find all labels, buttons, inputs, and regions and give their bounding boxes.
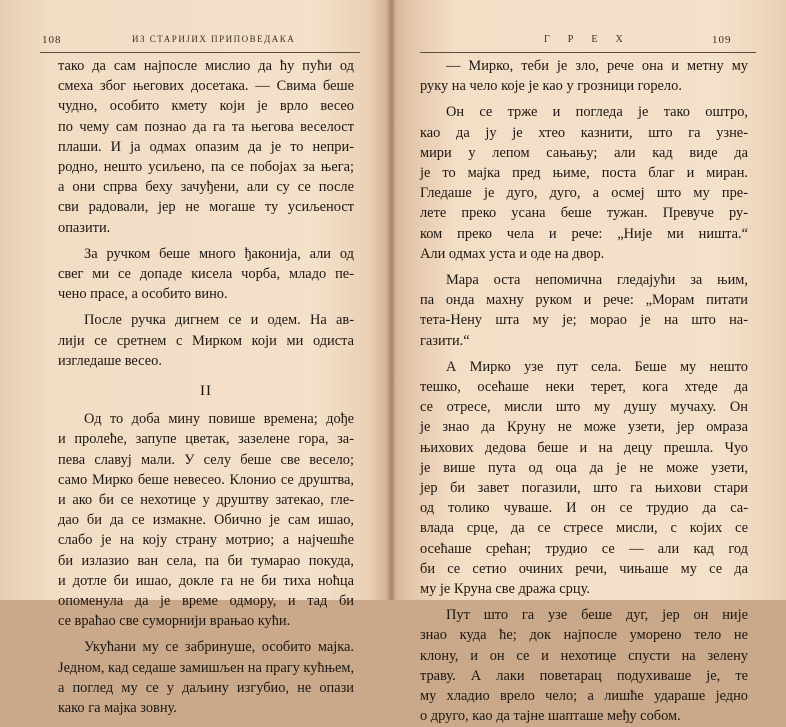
text-line: руку на чело које је као у грозници горело. xyxy=(420,78,682,95)
text-line: чено прасе, а особито вино. xyxy=(58,286,228,303)
text-line: Гледаше је дуго, дуго, а осмеј што му пре- xyxy=(420,185,748,202)
text-line: Једном, кад седаше замишљен на прагу кућњем, xyxy=(58,659,355,676)
text-line: по чему сам познао да га та његова веселост xyxy=(58,118,354,135)
text-line: њихових дедова беше и на децу прешла. Чуо xyxy=(420,439,748,456)
text-line: Укућани му се забринуше, особито мајка. xyxy=(84,639,354,656)
text-line: Али одмах уста и оде на двор. xyxy=(420,245,605,262)
text-line: чудно, особито кмету који је врло весео xyxy=(58,98,354,115)
right-page xyxy=(394,0,786,725)
text-line: па онда махну руком и рече: „Морам питати xyxy=(420,292,748,309)
right-text-block xyxy=(420,56,748,727)
text-line: клону, и он се и нехотице спусти на зелену xyxy=(420,647,748,664)
text-line: А Мирко узе пут села. Беше му нешто xyxy=(446,358,748,375)
text-line: је знао да Круну не може узети, јер омраза xyxy=(420,419,748,436)
header-rule xyxy=(420,52,756,53)
text-line: се отресе, мисли што му душу мучаху. Он xyxy=(420,399,748,416)
text-line: је више пута од оца да је не може узети, xyxy=(420,459,748,476)
text-line: дао би да се измакне. Обично је сам ишао, xyxy=(58,512,354,529)
text-line: би се сетио очиних речи, чињаше му се да xyxy=(420,560,748,577)
text-line: и ако би се нехотице у друштву затекао, гле- xyxy=(58,492,354,509)
text-line: сви радовали, јер не могаше ту усиљеност xyxy=(58,199,354,216)
left-text-block xyxy=(58,56,354,718)
text-line: је то мајка пред њиме, поста благ и миран. xyxy=(420,165,748,182)
text-line: — Мирко, теби је зло, рече она и метну му xyxy=(446,58,748,74)
text-line: би излазио ван села, па би тумарао покуда, xyxy=(58,552,354,569)
text-line: пева славуј мали. У селу беше све весело; xyxy=(58,451,354,468)
text-line: Од то доба мину повише времена; дође xyxy=(84,411,354,428)
text-line: влада срце, да се стресе мисли, с којих се xyxy=(420,520,748,537)
text-line: му је Круна све дража срцу. xyxy=(420,581,590,598)
text-line: опоменула да је време одмору, и тад би xyxy=(58,593,354,610)
text-line: као да ју је хтео казнити, што га узне- xyxy=(420,124,748,141)
text-line: изгледаше весео. xyxy=(58,352,162,369)
text-line: газити.“ xyxy=(420,332,470,349)
text-line: а они спрва беху зачуђени, али су се после xyxy=(58,179,354,196)
text-line: од толико чуваше. И он се трудио да са- xyxy=(420,500,748,517)
text-line: јер би завет погазили, што га њихови стари xyxy=(420,480,748,497)
text-line: Мара оста непомична гледајући за њим, xyxy=(446,272,748,289)
text-line: ком преко чела и рече: „Није ми ништа.“ xyxy=(420,225,748,242)
text-line: му хладио врело чело; а лишће ударaше једно xyxy=(420,688,748,705)
page-number: 108 xyxy=(42,34,62,46)
text-line: тешко, осећаше неки терет, кога хтеде да xyxy=(420,379,748,396)
text-line: Пут што га узе беше дуг, јер он није xyxy=(446,607,748,624)
header-rule xyxy=(40,52,360,53)
page-number: 109 xyxy=(712,34,732,46)
text-line: знао куда ће; док најпосле уморено тело не xyxy=(420,627,748,644)
text-line: се враћао све суморнији врањао кући. xyxy=(58,613,291,630)
text-line: За ручком беше много ђаконија, али од xyxy=(84,245,354,262)
text-line: лете преко усана беше тужан. Превуче ру- xyxy=(420,205,748,222)
text-line: плаши. И ја одмах опазим да је то непри- xyxy=(58,138,354,155)
running-head: ИЗ СТАРИЈИХ ПРИПОВЕДАКА xyxy=(132,34,296,44)
text-line: слабо је на коју страну мотрио; а најчешће xyxy=(58,532,354,549)
text-line: како га мајка зовну. xyxy=(58,700,177,717)
text-line: мири у лепом сањању; али кад виде да xyxy=(420,144,748,161)
text-line: Он се трже и погледа је тако оштро, xyxy=(446,104,748,121)
text-line: тако да сам најпосле мислио да ћу пући од xyxy=(58,58,354,74)
text-line: смеха због његових досетака. — Свима беше xyxy=(58,78,354,95)
text-line: и пролеће, запупе цветак, зазелене гора, за- xyxy=(58,431,354,448)
text-line: о друго, као да тајне шапташе међу собом. xyxy=(420,708,681,725)
left-page xyxy=(0,0,392,717)
running-head: ГРЕХ xyxy=(544,34,641,45)
text-line: осећаше срећан; трудио се — али кад год xyxy=(420,540,748,557)
text-line: а поглед му се у даљину изгубио, не опази xyxy=(58,679,354,696)
text-line: и дотле би ишао, докле га не би тиха ноћца xyxy=(58,572,354,589)
text-line: свег ми се допаде кисела чорба, младо пе- xyxy=(58,266,354,283)
section-heading: II xyxy=(200,383,212,400)
text-line: опазити. xyxy=(58,219,111,236)
text-line: тета-Нену шта му је; морао је на што на- xyxy=(420,312,748,329)
text-line: траву. А лаки поветарац подухиваше је, те xyxy=(420,667,748,684)
text-line: само Мирко беше невесео. Клонио се друштва, xyxy=(58,471,354,488)
text-line: После ручка дигнем се и одем. На ав- xyxy=(84,312,354,329)
text-line: родно, нешто усиљено, па се побојах за њега; xyxy=(58,159,354,176)
text-line: лији се сретнем с Мирком који ми одиста xyxy=(58,332,354,349)
